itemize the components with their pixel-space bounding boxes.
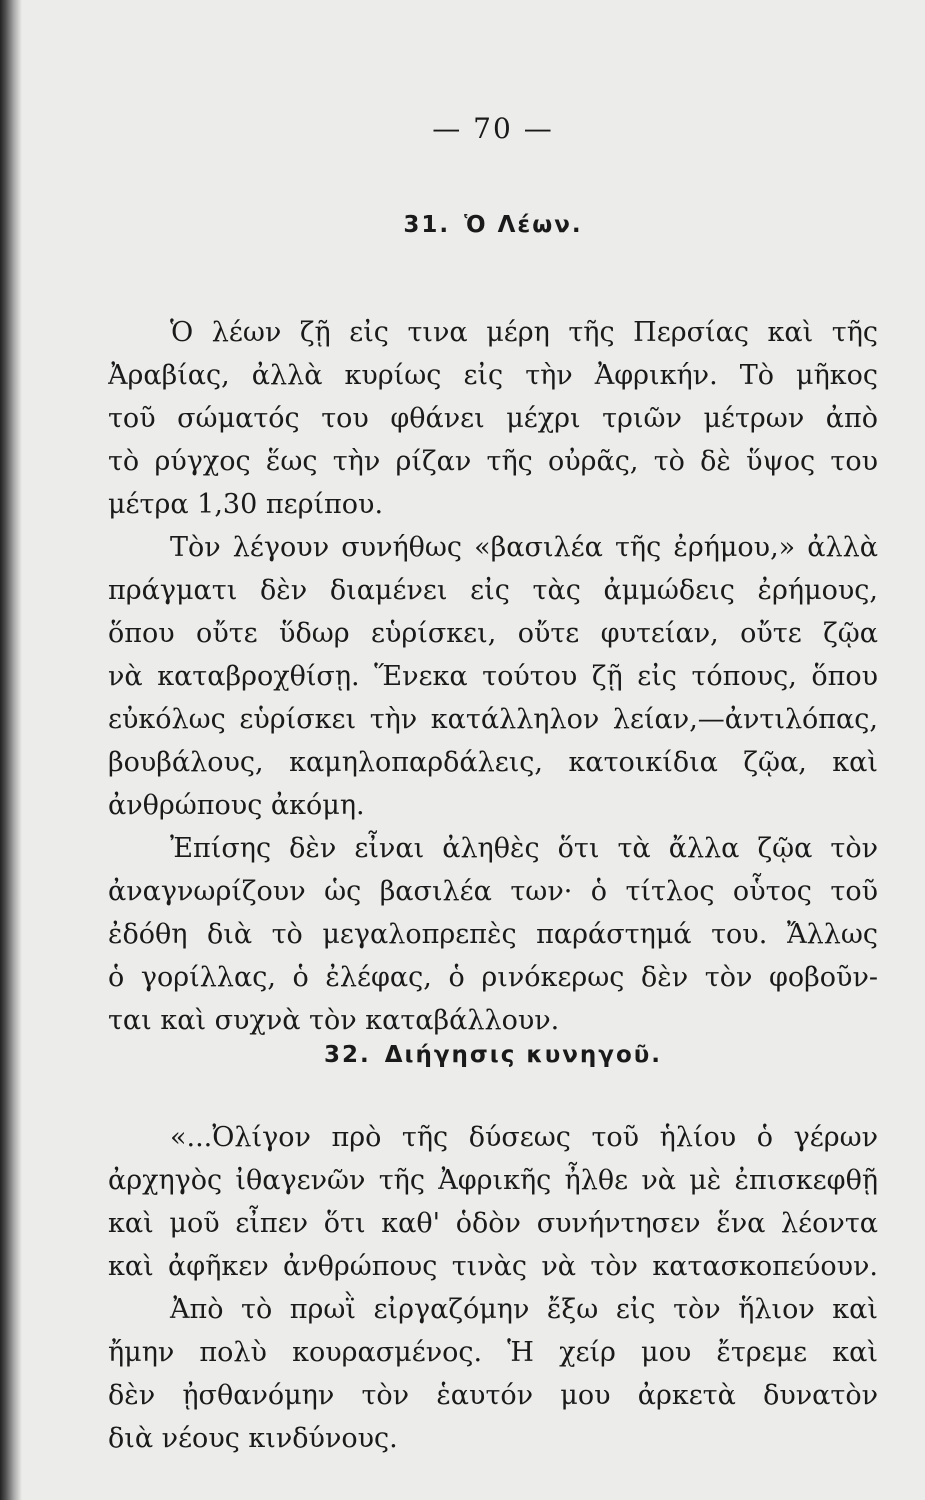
text-line: καὶ μοῦ εἶπεν ὅτι καθ' ὁδὸν συνήντησεν ἕνα λέοντα (108, 1208, 878, 1239)
text-line: τὸ ρύγχος ἕως τὴν ρίζαν τῆς οὐρᾶς, τὸ δὲ ὕψος του (108, 446, 878, 477)
section-31-heading (108, 212, 878, 238)
text-line: Ὁ λέων ζῇ εἰς τινα μέρη τῆς Περσίας καὶ τῆς (170, 317, 878, 348)
page-gutter-shadow (0, 0, 22, 1500)
text-line: ἤμην πολὺ κουρασμένος. Ἡ χείρ μου ἔτρεμε καὶ (108, 1337, 878, 1368)
section-32-title: Διήγησις κυνηγοῦ. (384, 1042, 663, 1068)
text-line: εὐκόλως εὑρίσκει τὴν κατάλληλον λείαν,—ἀντιλόπας, (108, 704, 878, 735)
text-line: καὶ ἀφῆκεν ἀνθρώπους τινὰς νὰ τὸν κατασκοπεύουν. (108, 1251, 878, 1282)
text-line: «...Ὀλίγον πρὸ τῆς δύσεως τοῦ ἡλίου ὁ γέρων (170, 1122, 878, 1153)
text-line: πράγματι δὲν διαμένει εἰς τὰς ἀμμώδεις ἐρήμους, (108, 575, 878, 606)
text-line: Ἀπὸ τὸ πρωῒ εἰργαζόμην ἔξω εἰς τὸν ἥλιον καὶ (170, 1294, 878, 1325)
text-line: νὰ καταβροχθίσῃ. Ἕνεκα τούτου ζῇ εἰς τόπους, ὅπου (108, 661, 878, 692)
section-31-number: 31. (403, 212, 451, 238)
section-31-title: Ὁ Λέων. (464, 212, 583, 238)
text-line: Ἐπίσης δὲν εἶναι ἀληθὲς ὅτι τὰ ἄλλα ζῷα τὸν (170, 833, 878, 864)
text-line: μέτρα 1,30 περίπου. (108, 489, 384, 520)
text-line: ται καὶ συχνὰ τὸν καταβάλλουν. (108, 1005, 560, 1036)
text-line: ἀρχηγὸς ἰθαγενῶν τῆς Ἀφρικῆς ἦλθε νὰ μὲ ἐπισκεφθῇ (108, 1165, 878, 1196)
section-32-heading (108, 1042, 878, 1068)
text-line: βουβάλους, καμηλοπαρδάλεις, κατοικίδια ζῷα, καὶ (108, 747, 878, 778)
text-line: δὲν ᾐσθανόμην τὸν ἑαυτόν μου ἀρκετὰ δυνατὸν (108, 1380, 878, 1411)
text-line: τοῦ σώματός του φθάνει μέχρι τριῶν μέτρων ἀπὸ (108, 403, 878, 434)
text-line: ἐδόθη διὰ τὸ μεγαλοπρεπὲς παράστημά του. Ἄλλως (108, 919, 878, 950)
text-line: ἀναγνωρίζουν ὡς βασιλέα των· ὁ τίτλος οὗτος τοῦ (108, 876, 878, 907)
text-line: ἀνθρώπους ἀκόμη. (108, 790, 365, 821)
section-32-number: 32. (323, 1042, 371, 1068)
text-line: διὰ νέους κινδύνους. (108, 1423, 398, 1454)
text-line: Ἀραβίας, ἀλλὰ κυρίως εἰς τὴν Ἀφρικήν. Τὸ μῆκος (108, 360, 878, 391)
text-line: Τὸν λέγουν συνήθως «βασιλέα τῆς ἐρήμου,» ἀλλὰ (170, 532, 878, 563)
text-line: ὁ γορίλλας, ὁ ἐλέφας, ὁ ρινόκερως δὲν τὸν φοβοῦν- (108, 962, 878, 993)
text-line: ὅπου οὔτε ὕδωρ εὑρίσκει, οὔτε φυτείαν, οὔτε ζῷα (108, 618, 878, 649)
page-number: — 70 — (432, 112, 554, 145)
